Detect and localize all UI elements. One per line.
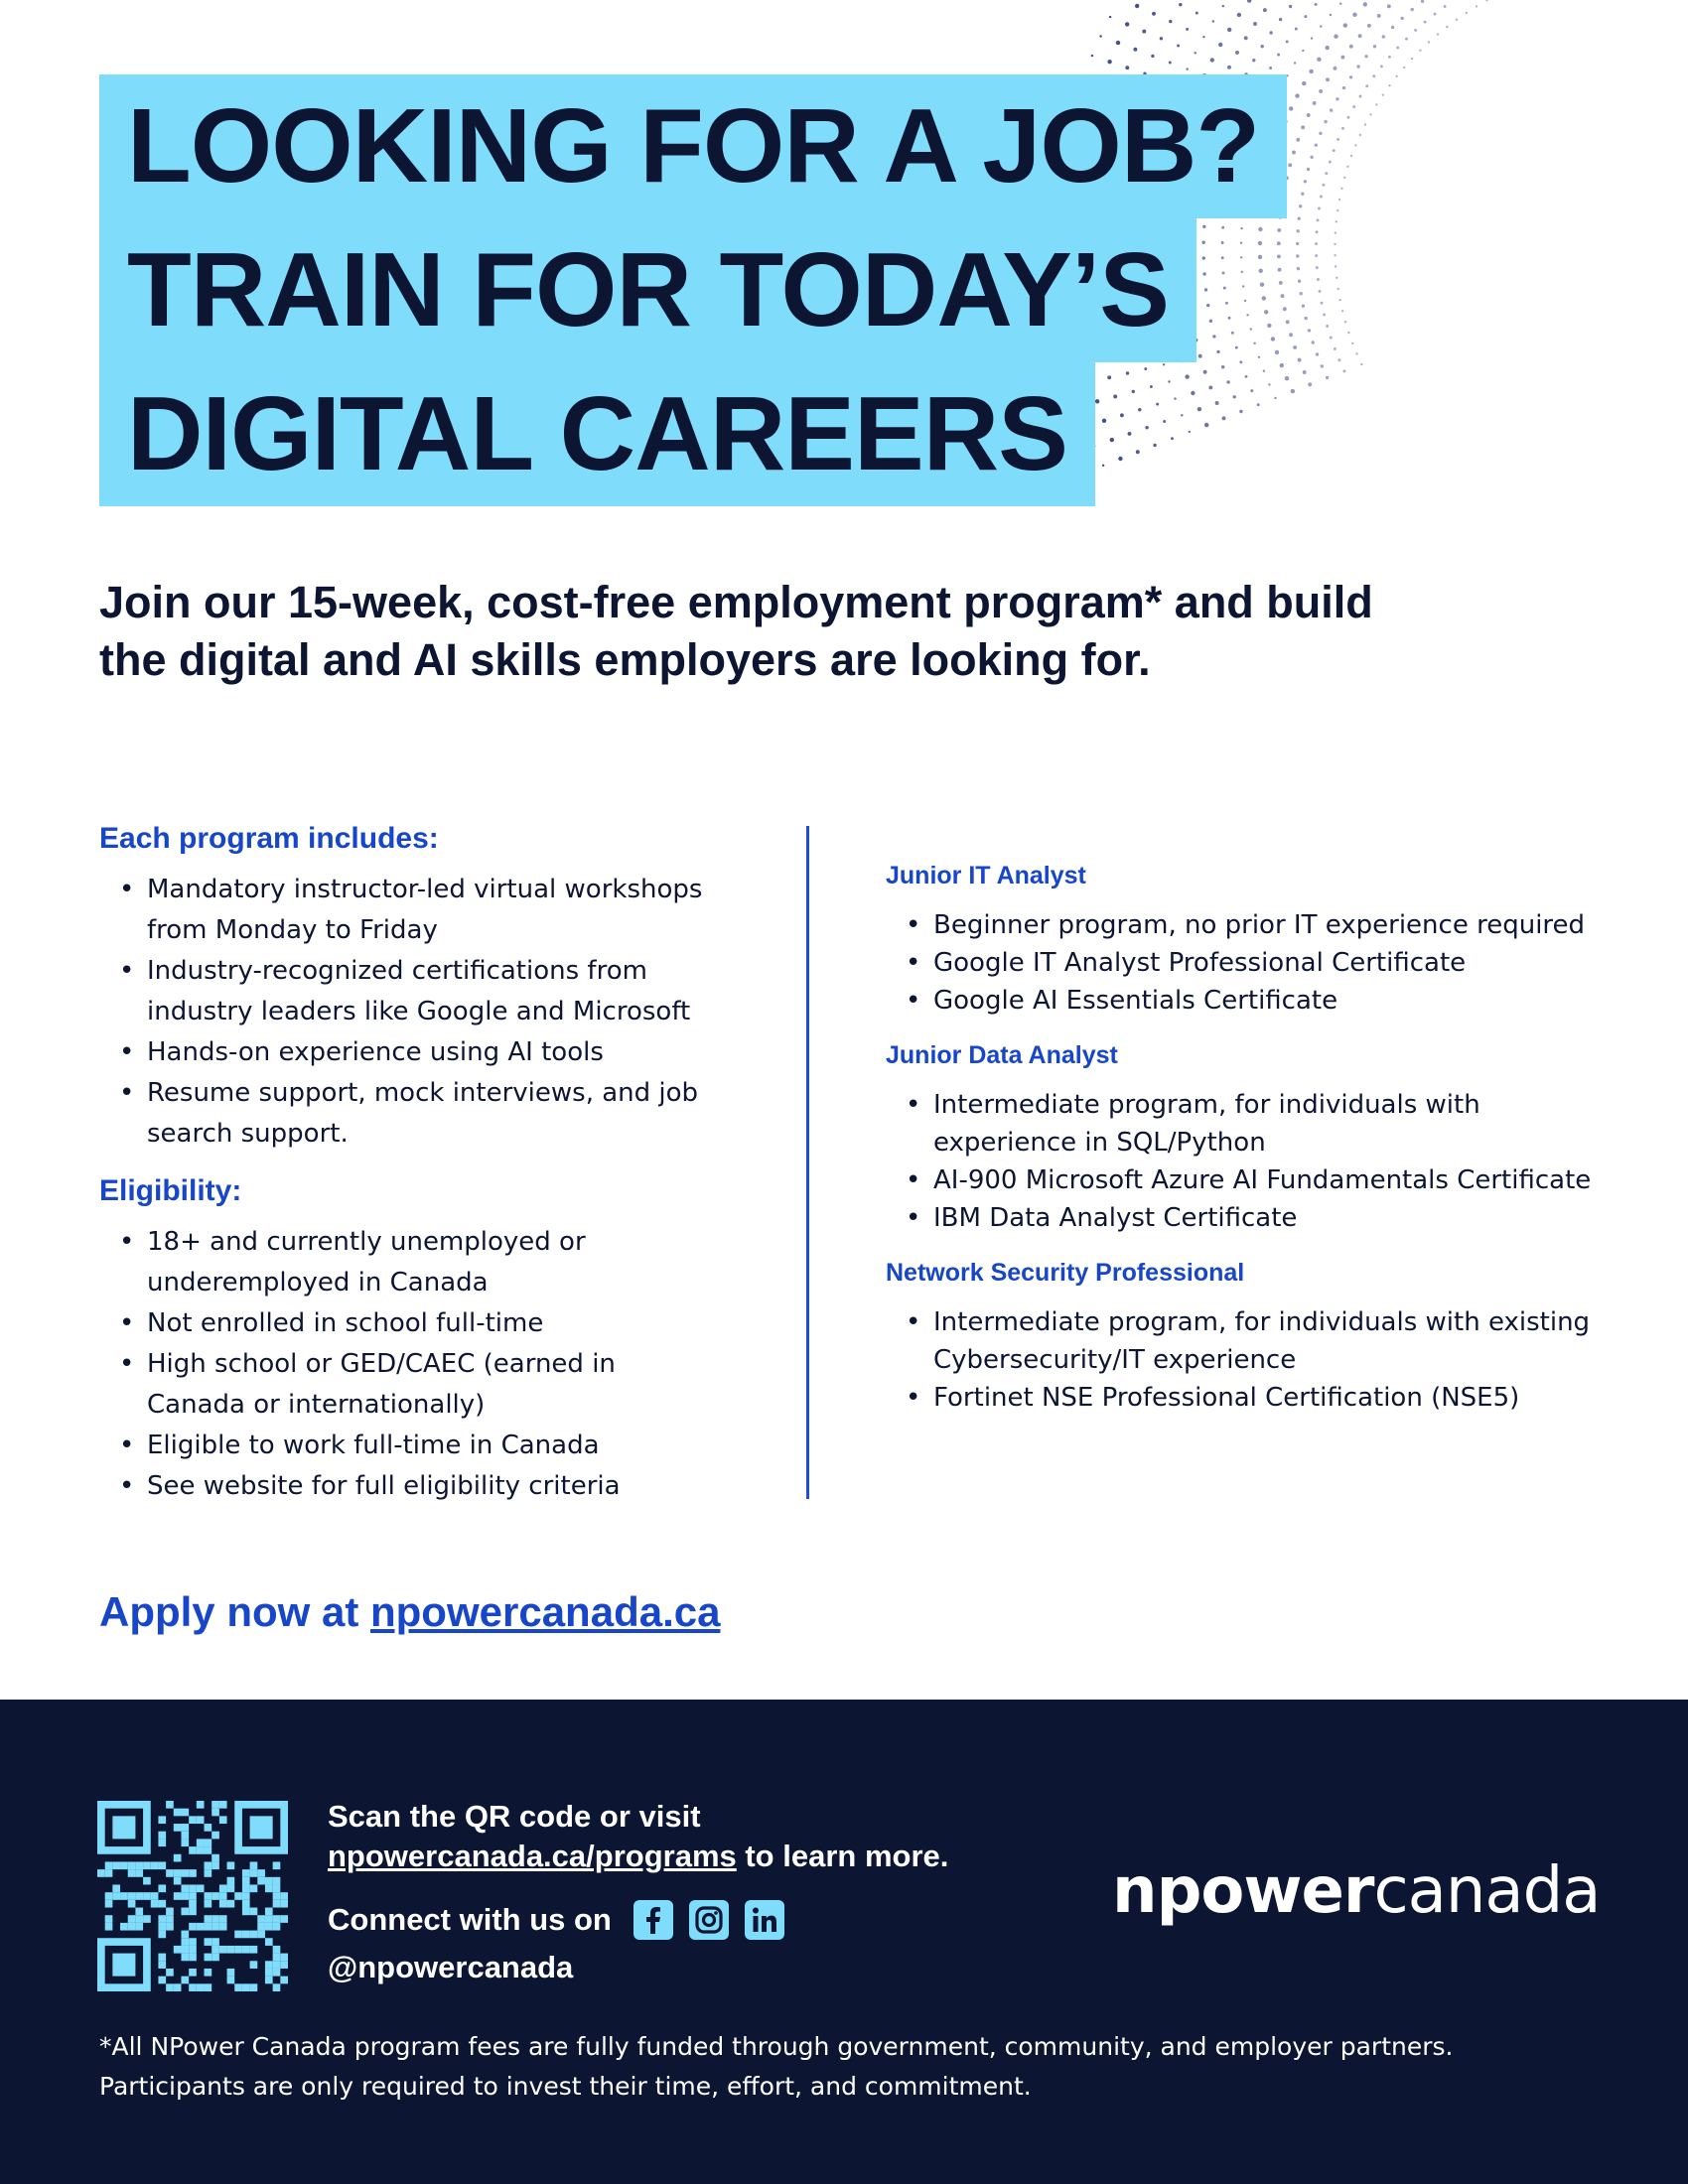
program-title-data-analyst: Junior Data Analyst <box>886 1041 1118 1069</box>
list-item: • Industry-recognized certifications from industry leaders like Google and Microsoft <box>147 951 715 1032</box>
eligibility-list <box>99 1222 715 1507</box>
footer <box>0 1700 1688 2184</box>
apply-now <box>99 1588 720 1636</box>
scan-line: Scan the QR code or visit <box>328 1799 701 1834</box>
program-list-data-analyst <box>886 1086 1601 1237</box>
qr-code-icon[interactable] <box>97 1801 288 1991</box>
connect-row <box>328 1900 784 1940</box>
list-item: • Eligible to work full-time in Canada <box>147 1426 715 1466</box>
list-item: • Mandatory instructor-led virtual workshops from Monday to Friday <box>147 870 715 951</box>
disclaimer-line-1: *All NPower Canada program fees are fully funded through government, community, and employer partners. <box>99 2032 1454 2061</box>
left-column <box>99 822 715 1507</box>
npower-canada-logo <box>1112 1853 1600 1928</box>
right-column <box>886 862 1601 1417</box>
headline-line-3: DIGITAL CAREERS <box>99 362 1095 506</box>
list-item: • High school or GED/CAEC (earned in Canada or internationally) <box>147 1344 715 1426</box>
scan-text <box>328 1797 948 1876</box>
apply-link[interactable]: npowercanada.ca <box>370 1588 721 1635</box>
intro-text: Join our 15-week, cost-free employment program* and build the digital and AI skills employers are looking for. <box>99 577 1373 685</box>
list-item: • Intermediate program, for individuals with existing Cybersecurity/IT experience <box>933 1303 1601 1379</box>
includes-list <box>99 870 715 1155</box>
facebook-icon[interactable] <box>633 1900 673 1940</box>
headline <box>99 74 1287 506</box>
disclaimer-line-2: Participants are only required to invest their time, effort, and commitment. <box>99 2072 1032 2101</box>
list-item: • 18+ and currently unemployed or underemployed in Canada <box>147 1222 715 1303</box>
social-handle: @npowercanada <box>328 1950 574 1984</box>
headline-line-2: TRAIN FOR TODAY’S <box>99 218 1196 362</box>
column-divider <box>806 826 809 1499</box>
headline-line-1: LOOKING FOR A JOB? <box>99 74 1287 218</box>
list-item: • See website for full eligibility criteria <box>147 1466 715 1507</box>
list-item: • Google IT Analyst Professional Certificate <box>933 944 1601 982</box>
list-item: • Fortinet NSE Professional Certification (NSE5) <box>933 1379 1601 1417</box>
program-title-it-analyst: Junior IT Analyst <box>886 862 1086 889</box>
logo-light: canada <box>1373 1854 1601 1928</box>
instagram-icon[interactable] <box>689 1900 729 1940</box>
includes-title: Each program includes: <box>99 822 439 855</box>
list-item: • AI-900 Microsoft Azure AI Fundamentals Certificate <box>933 1161 1601 1199</box>
list-item: • Beginner program, no prior IT experience required <box>933 906 1601 944</box>
social-icons <box>633 1900 784 1940</box>
disclaimer <box>99 2027 1589 2107</box>
list-item: • Resume support, mock interviews, and job search support. <box>147 1073 715 1155</box>
list-item: • IBM Data Analyst Certificate <box>933 1199 1601 1237</box>
list-item: • Hands-on experience using AI tools <box>147 1032 715 1073</box>
program-list-it-analyst <box>886 906 1601 1020</box>
learn-more-text: to learn more. <box>736 1839 949 1873</box>
apply-prefix: Apply now at <box>99 1588 370 1635</box>
linkedin-icon[interactable] <box>745 1900 784 1940</box>
list-item: • Intermediate program, for individuals with experience in SQL/Python <box>933 1086 1601 1161</box>
program-list-network-security <box>886 1303 1601 1417</box>
connect-label: Connect with us on <box>328 1902 612 1937</box>
list-item: • Not enrolled in school full-time <box>147 1303 715 1344</box>
logo-bold: npower <box>1112 1854 1374 1928</box>
program-title-network-security: Network Security Professional <box>886 1259 1245 1287</box>
programs-link[interactable]: npowercanada.ca/programs <box>328 1839 737 1873</box>
eligibility-title: Eligibility: <box>99 1174 242 1207</box>
list-item: • Google AI Essentials Certificate <box>933 982 1601 1020</box>
